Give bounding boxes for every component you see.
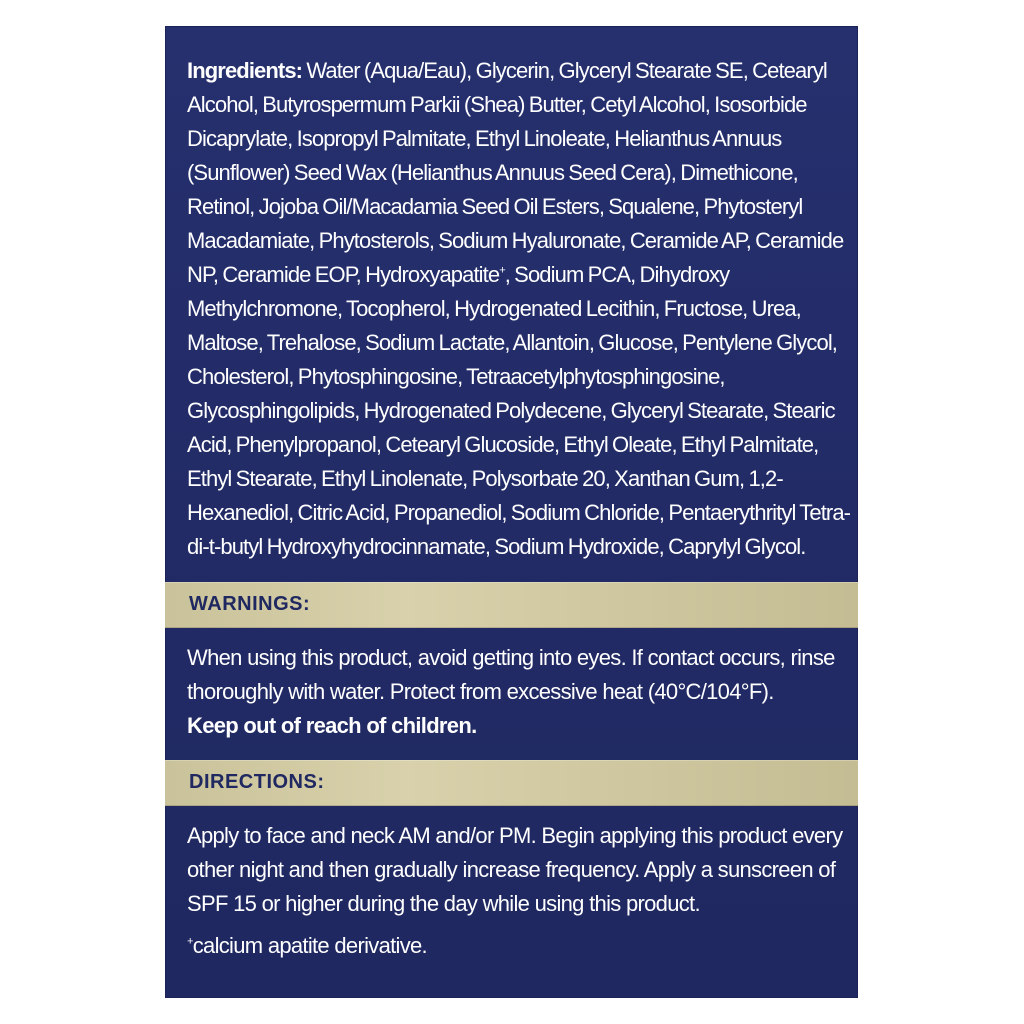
- warnings-emphasis: Keep out of reach of children.: [187, 713, 477, 738]
- warnings-text: When using this product, avoid getting into eyes. If contact occurs, rinse thoroughly with water. Protect from excessive heat (40°C/104°F).: [187, 645, 835, 704]
- warnings-paragraph: [187, 641, 847, 743]
- ingredients-label: Ingredients:: [187, 58, 303, 83]
- ingredients-text-continued: , Sodium PCA, Dihydroxy Methylchromone, Tocopherol, Hydrogenated Lecithin, Fructose, Urea, Maltose, Trehalose, Sodium Lactate, Allantoin, Glucose, Pentylene Glycol, Cholesterol, Phytosphingosine, Tetraacetylphytosphingosine, Glycosphingolipids, Hydrogenated Polydecene, Glyceryl Stearate, Stearic Acid, Phenylpropanol, Cetearyl Glucoside, Ethyl Oleate, Ethyl Palmitate, Ethyl Stearate, Ethyl Linolenate, Polysorbate 20, Xanthan Gum, 1,2-Hexanediol, Citric Acid, Propanediol, Sodium Chloride, Pentaerythrityl Tetra-di-t-butyl Hydroxyhydrocinnamate, Sodium Hydroxide, Caprylyl Glycol.: [187, 262, 851, 559]
- warnings-title: WARNINGS:: [189, 593, 311, 615]
- ingredients-paragraph: [187, 54, 852, 564]
- directions-title: DIRECTIONS:: [189, 771, 325, 793]
- ingredients-footnote-marker: +: [499, 264, 505, 277]
- label-panel: [165, 26, 858, 998]
- footnote-text: calcium apatite derivative.: [192, 933, 427, 958]
- ingredients-text: Water (Aqua/Eau), Glycerin, Glyceryl Stearate SE, Cetearyl Alcohol, Butyrospermum Parkii (Shea) Butter, Cetyl Alcohol, Isosorbide Dicaprylate, Isopropyl Palmitate, Ethyl Linoleate, Helianthus Annuus (Sunflower) Seed Wax (Helianthus Annuus Seed Cera), Dimethicone, Retinol, Jojoba Oil/Macadamia Seed Oil Esters, Squalene, Phytosteryl Macadamiate, Phytosterols, Sodium Hyaluronate, Ceramide AP, Ceramide NP, Ceramide EOP, Hydroxyapatite: [187, 58, 844, 287]
- footnote: [187, 929, 427, 963]
- directions-text: Apply to face and neck AM and/or PM. Begin applying this product every other night and then gradually increase frequency. Apply a sunscreen of SPF 15 or higher during the day while using this product.: [187, 823, 843, 916]
- directions-paragraph: [187, 819, 847, 921]
- directions-band: [165, 760, 858, 806]
- warnings-band: [165, 582, 858, 628]
- footnote-marker: +: [187, 935, 193, 948]
